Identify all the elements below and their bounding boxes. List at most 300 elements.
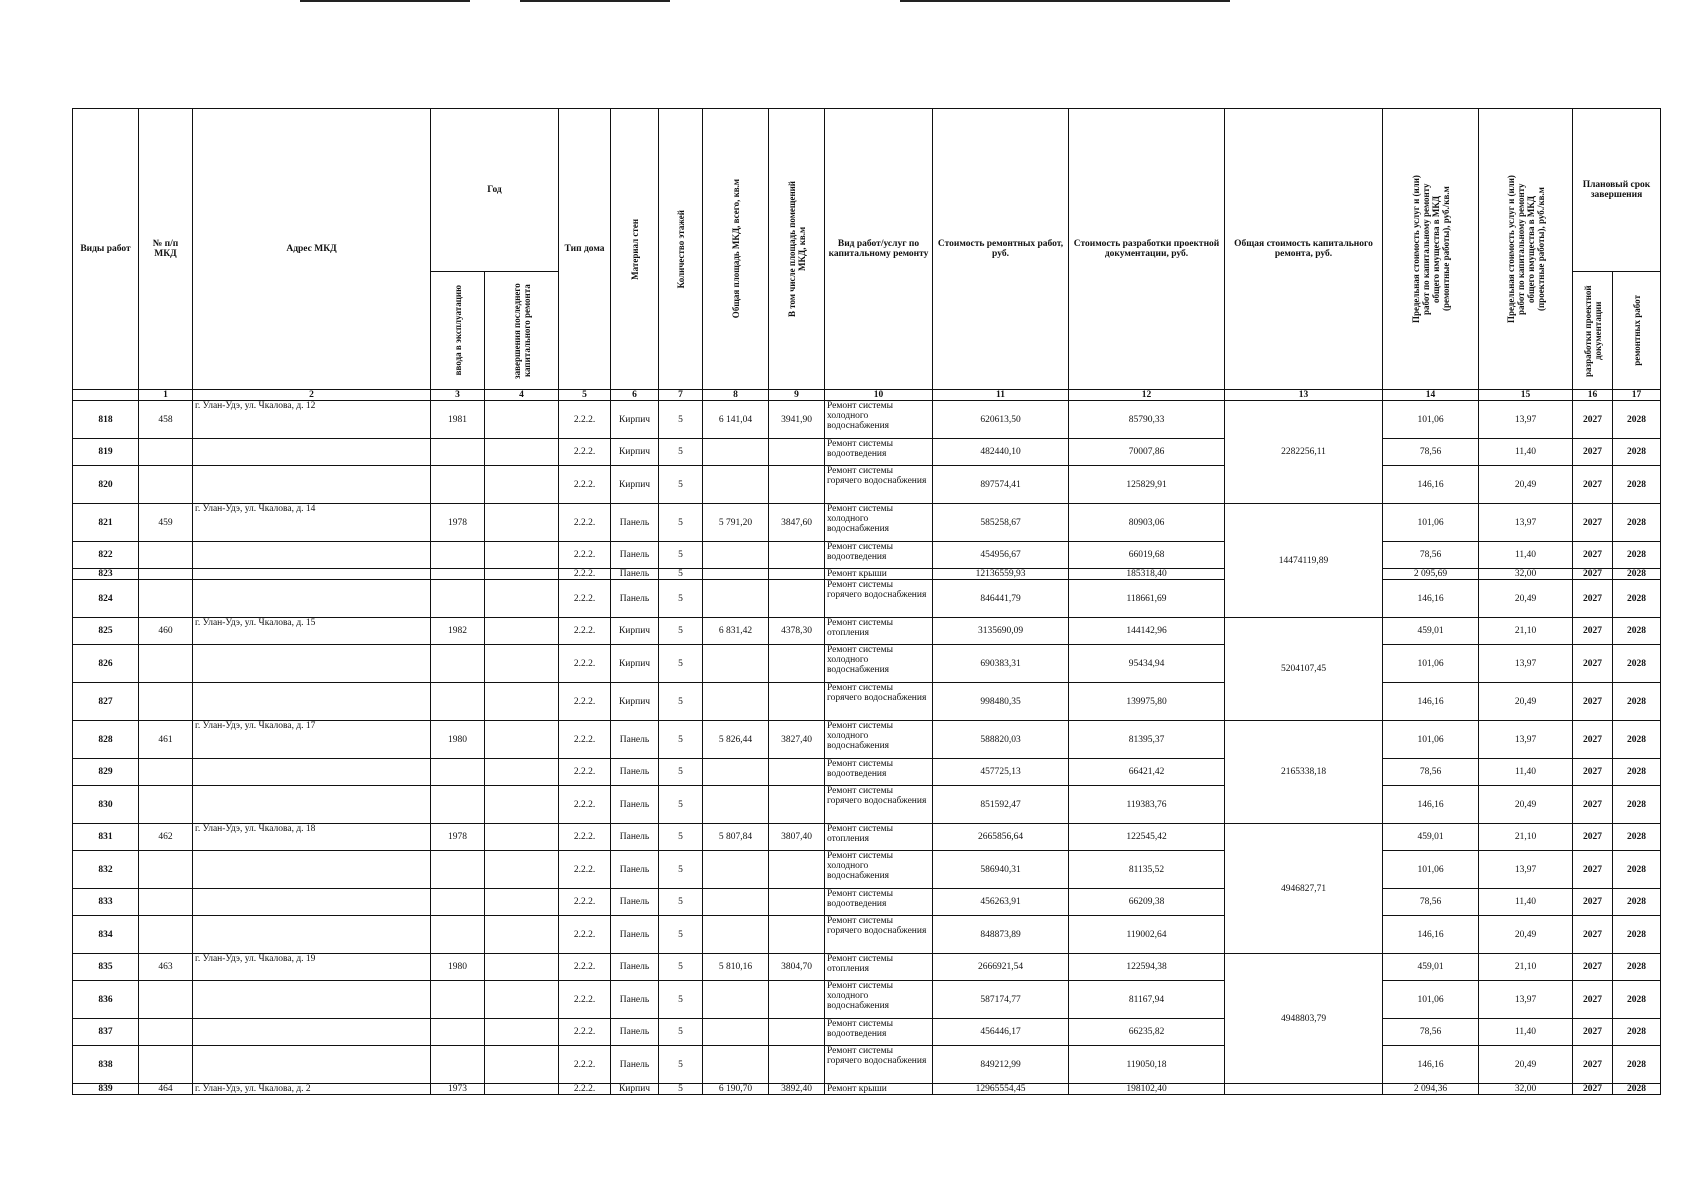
header-total-cost: Общая стоимость капитального ремонта, руб. — [1225, 109, 1383, 390]
repair-cost-cell: 457725,13 — [933, 759, 1069, 786]
design-cost-cell: 122594,38 — [1069, 954, 1225, 981]
work-type-cell: Ремонт системы отопления — [825, 824, 933, 851]
work-type-cell: Ремонт системы отопления — [825, 954, 933, 981]
column-number: 13 — [1225, 390, 1383, 401]
premises-area-cell — [769, 786, 825, 824]
premises-area-cell — [769, 916, 825, 954]
repair-date-cell: 2028 — [1613, 759, 1661, 786]
premises-area-cell: 3941,90 — [769, 401, 825, 439]
table-row — [73, 851, 1661, 889]
column-number: 6 — [611, 390, 659, 401]
repair-cost-cell: 12136559,93 — [933, 569, 1069, 580]
commission-year-cell — [431, 759, 485, 786]
design-cost-cell: 122545,42 — [1069, 824, 1225, 851]
premises-area-cell: 4378,30 — [769, 618, 825, 645]
column-number: 9 — [769, 390, 825, 401]
work-type-cell: Ремонт системы холодного водоснабжения — [825, 401, 933, 439]
house-type-cell: 2.2.2. — [559, 580, 611, 618]
last-repair-year-cell — [485, 824, 559, 851]
mkd-number-cell — [139, 580, 193, 618]
total-area-cell: 6 141,04 — [703, 401, 769, 439]
total-area-cell — [703, 645, 769, 683]
repair-date-cell: 2028 — [1613, 542, 1661, 569]
house-type-cell: 2.2.2. — [559, 954, 611, 981]
column-number: 17 — [1613, 390, 1661, 401]
mkd-number-cell: 459 — [139, 504, 193, 542]
wall-material-cell: Панель — [611, 851, 659, 889]
scan-edge-line — [900, 0, 1230, 2]
work-kind-cell: 818 — [73, 401, 139, 439]
commission-year-cell — [431, 1046, 485, 1084]
work-type-cell: Ремонт крыши — [825, 569, 933, 580]
address-cell — [193, 1019, 431, 1046]
address-cell — [193, 683, 431, 721]
design-cost-cell: 144142,96 — [1069, 618, 1225, 645]
column-number: 8 — [703, 390, 769, 401]
house-type-cell: 2.2.2. — [559, 645, 611, 683]
table-row — [73, 1084, 1661, 1095]
header-wall-material: Материал стен — [611, 109, 659, 390]
total-area-cell: 6 190,70 — [703, 1084, 769, 1095]
work-kind-cell: 827 — [73, 683, 139, 721]
design-cost-cell: 66209,38 — [1069, 889, 1225, 916]
mkd-number-cell — [139, 981, 193, 1019]
repair-cost-cell: 588820,03 — [933, 721, 1069, 759]
capital-repair-table-sheet — [72, 108, 1661, 1095]
last-repair-year-cell — [485, 618, 559, 645]
premises-area-cell: 3807,40 — [769, 824, 825, 851]
address-cell — [193, 645, 431, 683]
work-type-cell: Ремонт системы отопления — [825, 618, 933, 645]
commission-year-cell — [431, 466, 485, 504]
design-cost-cell: 139975,80 — [1069, 683, 1225, 721]
house-type-cell: 2.2.2. — [559, 851, 611, 889]
design-date-cell: 2027 — [1573, 439, 1613, 466]
table-row — [73, 645, 1661, 683]
repair-date-cell: 2028 — [1613, 1084, 1661, 1095]
design-date-cell: 2027 — [1573, 889, 1613, 916]
commission-year-cell: 1981 — [431, 401, 485, 439]
design-date-cell: 2027 — [1573, 721, 1613, 759]
limit-design-cell: 11,40 — [1479, 1019, 1573, 1046]
work-type-cell: Ремонт системы водоотведения — [825, 759, 933, 786]
wall-material-cell: Панель — [611, 916, 659, 954]
work-type-cell: Ремонт системы холодного водоснабжения — [825, 645, 933, 683]
column-number: 12 — [1069, 390, 1225, 401]
address-cell: г. Улан-Удэ, ул. Чкалова, д. 15 — [193, 618, 431, 645]
limit-design-cell: 11,40 — [1479, 759, 1573, 786]
total-cost-cell: 5204107,45 — [1225, 618, 1383, 721]
floors-cell: 5 — [659, 618, 703, 645]
work-type-cell: Ремонт системы водоотведения — [825, 1019, 933, 1046]
house-type-cell: 2.2.2. — [559, 401, 611, 439]
work-kind-cell: 820 — [73, 466, 139, 504]
work-type-cell: Ремонт системы водоотведения — [825, 439, 933, 466]
column-number: 7 — [659, 390, 703, 401]
design-cost-cell: 198102,40 — [1069, 1084, 1225, 1095]
address-cell — [193, 580, 431, 618]
mkd-number-cell: 458 — [139, 401, 193, 439]
limit-design-cell: 32,00 — [1479, 569, 1573, 580]
premises-area-cell — [769, 1019, 825, 1046]
scan-edge-line — [300, 0, 470, 2]
total-area-cell — [703, 569, 769, 580]
last-repair-year-cell — [485, 1046, 559, 1084]
repair-cost-cell: 2665856,64 — [933, 824, 1069, 851]
design-date-cell: 2027 — [1573, 981, 1613, 1019]
house-type-cell: 2.2.2. — [559, 542, 611, 569]
floors-cell: 5 — [659, 721, 703, 759]
last-repair-year-cell — [485, 889, 559, 916]
limit-design-cell: 13,97 — [1479, 721, 1573, 759]
mkd-number-cell — [139, 916, 193, 954]
work-kind-cell: 823 — [73, 569, 139, 580]
house-type-cell: 2.2.2. — [559, 466, 611, 504]
work-kind-cell: 828 — [73, 721, 139, 759]
column-number: 2 — [193, 390, 431, 401]
work-kind-cell: 829 — [73, 759, 139, 786]
design-cost-cell: 119050,18 — [1069, 1046, 1225, 1084]
total-area-cell: 5 810,16 — [703, 954, 769, 981]
total-area-cell: 6 831,42 — [703, 618, 769, 645]
limit-design-cell: 20,49 — [1479, 466, 1573, 504]
header-planned-date: Плановый срок завершения — [1573, 109, 1661, 272]
limit-design-cell: 13,97 — [1479, 401, 1573, 439]
mkd-number-cell — [139, 889, 193, 916]
work-kind-cell: 819 — [73, 439, 139, 466]
limit-repair-cell: 101,06 — [1383, 645, 1479, 683]
floors-cell: 5 — [659, 759, 703, 786]
header-total-area: Общая площадь МКД, всего, кв.м — [703, 109, 769, 390]
commission-year-cell: 1978 — [431, 824, 485, 851]
limit-repair-cell: 101,06 — [1383, 981, 1479, 1019]
header-repair-cost: Стоимость ремонтных работ, руб. — [933, 109, 1069, 390]
total-area-cell — [703, 916, 769, 954]
commission-year-cell: 1982 — [431, 618, 485, 645]
header-year-commissioning: ввода в эксплуатацию — [431, 272, 485, 390]
repair-cost-cell: 454956,67 — [933, 542, 1069, 569]
header-work-kind: Виды работ — [73, 109, 139, 390]
repair-date-cell: 2028 — [1613, 618, 1661, 645]
repair-cost-cell: 585258,67 — [933, 504, 1069, 542]
design-cost-cell: 118661,69 — [1069, 580, 1225, 618]
floors-cell: 5 — [659, 439, 703, 466]
limit-repair-cell: 2 095,69 — [1383, 569, 1479, 580]
wall-material-cell: Кирпич — [611, 401, 659, 439]
last-repair-year-cell — [485, 759, 559, 786]
limit-design-cell: 11,40 — [1479, 542, 1573, 569]
house-type-cell: 2.2.2. — [559, 1084, 611, 1095]
limit-repair-cell: 146,16 — [1383, 786, 1479, 824]
repair-cost-cell: 849212,99 — [933, 1046, 1069, 1084]
limit-design-cell: 20,49 — [1479, 1046, 1573, 1084]
design-date-cell: 2027 — [1573, 916, 1613, 954]
repair-cost-cell: 848873,89 — [933, 916, 1069, 954]
house-type-cell: 2.2.2. — [559, 981, 611, 1019]
house-type-cell: 2.2.2. — [559, 916, 611, 954]
column-number — [73, 390, 139, 401]
floors-cell: 5 — [659, 1084, 703, 1095]
mkd-number-cell — [139, 542, 193, 569]
limit-repair-cell: 146,16 — [1383, 466, 1479, 504]
commission-year-cell — [431, 1019, 485, 1046]
header-premises-area: В том числе площадь помещений МКД, кв.м — [769, 109, 825, 390]
limit-repair-cell: 101,06 — [1383, 504, 1479, 542]
total-area-cell: 5 807,84 — [703, 824, 769, 851]
house-type-cell: 2.2.2. — [559, 618, 611, 645]
repair-cost-cell: 587174,77 — [933, 981, 1069, 1019]
repair-date-cell: 2028 — [1613, 786, 1661, 824]
last-repair-year-cell — [485, 401, 559, 439]
design-date-cell: 2027 — [1573, 824, 1613, 851]
commission-year-cell — [431, 981, 485, 1019]
wall-material-cell: Панель — [611, 759, 659, 786]
mkd-number-cell — [139, 645, 193, 683]
column-number: 15 — [1479, 390, 1573, 401]
commission-year-cell — [431, 542, 485, 569]
repair-date-cell: 2028 — [1613, 580, 1661, 618]
premises-area-cell — [769, 889, 825, 916]
premises-area-cell: 3827,40 — [769, 721, 825, 759]
table-row — [73, 954, 1661, 981]
column-number: 14 — [1383, 390, 1479, 401]
header-date-repair: ремонтных работ — [1613, 272, 1661, 390]
last-repair-year-cell — [485, 504, 559, 542]
repair-cost-cell: 690383,31 — [933, 645, 1069, 683]
header-work-type: Вид работ/услуг по капитальному ремонту — [825, 109, 933, 390]
work-type-cell: Ремонт системы холодного водоснабжения — [825, 721, 933, 759]
house-type-cell: 2.2.2. — [559, 786, 611, 824]
total-cost-cell: 2282256,11 — [1225, 401, 1383, 504]
commission-year-cell: 1978 — [431, 504, 485, 542]
table-row — [73, 580, 1661, 618]
repair-date-cell: 2028 — [1613, 889, 1661, 916]
design-date-cell: 2027 — [1573, 569, 1613, 580]
design-date-cell: 2027 — [1573, 401, 1613, 439]
last-repair-year-cell — [485, 916, 559, 954]
scan-edge-line — [520, 0, 670, 2]
design-cost-cell: 119002,64 — [1069, 916, 1225, 954]
commission-year-cell — [431, 569, 485, 580]
last-repair-year-cell — [485, 1084, 559, 1095]
address-cell — [193, 542, 431, 569]
limit-repair-cell: 78,56 — [1383, 439, 1479, 466]
floors-cell: 5 — [659, 401, 703, 439]
limit-design-cell: 13,97 — [1479, 981, 1573, 1019]
table-row — [73, 1046, 1661, 1084]
wall-material-cell: Панель — [611, 504, 659, 542]
column-number: 16 — [1573, 390, 1613, 401]
address-cell: г. Улан-Удэ, ул. Чкалова, д. 18 — [193, 824, 431, 851]
commission-year-cell — [431, 889, 485, 916]
total-area-cell — [703, 466, 769, 504]
total-area-cell — [703, 889, 769, 916]
commission-year-cell — [431, 851, 485, 889]
repair-cost-cell: 620613,50 — [933, 401, 1069, 439]
floors-cell: 5 — [659, 824, 703, 851]
premises-area-cell — [769, 569, 825, 580]
column-number: 1 — [139, 390, 193, 401]
work-kind-cell: 831 — [73, 824, 139, 851]
wall-material-cell: Панель — [611, 721, 659, 759]
header-year: Год — [431, 109, 559, 272]
design-date-cell: 2027 — [1573, 851, 1613, 889]
design-date-cell: 2027 — [1573, 1019, 1613, 1046]
capital-repair-table — [72, 108, 1661, 1095]
limit-design-cell: 32,00 — [1479, 1084, 1573, 1095]
limit-design-cell: 13,97 — [1479, 645, 1573, 683]
address-cell — [193, 439, 431, 466]
work-kind-cell: 833 — [73, 889, 139, 916]
table-row — [73, 981, 1661, 1019]
last-repair-year-cell — [485, 439, 559, 466]
work-type-cell: Ремонт системы холодного водоснабжения — [825, 504, 933, 542]
repair-cost-cell: 586940,31 — [933, 851, 1069, 889]
wall-material-cell: Панель — [611, 542, 659, 569]
wall-material-cell: Кирпич — [611, 618, 659, 645]
premises-area-cell — [769, 1046, 825, 1084]
work-kind-cell: 836 — [73, 981, 139, 1019]
limit-repair-cell: 101,06 — [1383, 721, 1479, 759]
design-date-cell: 2027 — [1573, 580, 1613, 618]
wall-material-cell: Панель — [611, 889, 659, 916]
limit-repair-cell: 78,56 — [1383, 1019, 1479, 1046]
mkd-number-cell — [139, 851, 193, 889]
floors-cell: 5 — [659, 542, 703, 569]
limit-repair-cell: 146,16 — [1383, 916, 1479, 954]
repair-date-cell: 2028 — [1613, 504, 1661, 542]
house-type-cell: 2.2.2. — [559, 824, 611, 851]
design-date-cell: 2027 — [1573, 645, 1613, 683]
address-cell: г. Улан-Удэ, ул. Чкалова, д. 14 — [193, 504, 431, 542]
mkd-number-cell — [139, 759, 193, 786]
work-kind-cell: 834 — [73, 916, 139, 954]
house-type-cell: 2.2.2. — [559, 1019, 611, 1046]
total-area-cell — [703, 786, 769, 824]
design-cost-cell: 70007,86 — [1069, 439, 1225, 466]
premises-area-cell: 3804,70 — [769, 954, 825, 981]
column-number: 3 — [431, 390, 485, 401]
total-area-cell — [703, 1019, 769, 1046]
last-repair-year-cell — [485, 645, 559, 683]
floors-cell: 5 — [659, 504, 703, 542]
limit-design-cell: 20,49 — [1479, 580, 1573, 618]
design-date-cell: 2027 — [1573, 1084, 1613, 1095]
address-cell: г. Улан-Удэ, ул. Чкалова, д. 19 — [193, 954, 431, 981]
mkd-number-cell — [139, 683, 193, 721]
premises-area-cell — [769, 981, 825, 1019]
repair-cost-cell: 12965554,45 — [933, 1084, 1069, 1095]
total-area-cell: 5 826,44 — [703, 721, 769, 759]
work-kind-cell: 826 — [73, 645, 139, 683]
address-cell — [193, 851, 431, 889]
total-cost-cell: 2165338,18 — [1225, 721, 1383, 824]
wall-material-cell: Панель — [611, 1046, 659, 1084]
floors-cell: 5 — [659, 1019, 703, 1046]
design-cost-cell: 66235,82 — [1069, 1019, 1225, 1046]
table-row — [73, 618, 1661, 645]
mkd-number-cell: 461 — [139, 721, 193, 759]
design-date-cell: 2027 — [1573, 786, 1613, 824]
floors-cell: 5 — [659, 981, 703, 1019]
floors-cell: 5 — [659, 1046, 703, 1084]
design-date-cell: 2027 — [1573, 954, 1613, 981]
house-type-cell: 2.2.2. — [559, 889, 611, 916]
wall-material-cell: Панель — [611, 824, 659, 851]
address-cell — [193, 889, 431, 916]
work-type-cell: Ремонт системы холодного водоснабжения — [825, 851, 933, 889]
design-cost-cell: 185318,40 — [1069, 569, 1225, 580]
header-limit-repair: Предельная стоимость услуг и (или) работ по капитальному ремонту общего имущества в МКД (ремонтные работы), руб./кв.м — [1383, 109, 1479, 390]
mkd-number-cell — [139, 1046, 193, 1084]
address-cell — [193, 981, 431, 1019]
table-row — [73, 721, 1661, 759]
table-row — [73, 542, 1661, 569]
table-row — [73, 889, 1661, 916]
floors-cell: 5 — [659, 954, 703, 981]
table-row — [73, 439, 1661, 466]
wall-material-cell: Кирпич — [611, 645, 659, 683]
header-year-last-repair: завершения последнего капитального ремонта — [485, 272, 559, 390]
last-repair-year-cell — [485, 580, 559, 618]
design-cost-cell: 95434,94 — [1069, 645, 1225, 683]
design-cost-cell: 66421,42 — [1069, 759, 1225, 786]
premises-area-cell: 3847,60 — [769, 504, 825, 542]
limit-repair-cell: 459,01 — [1383, 954, 1479, 981]
work-type-cell: Ремонт системы горячего водоснабжения — [825, 466, 933, 504]
premises-area-cell — [769, 851, 825, 889]
floors-cell: 5 — [659, 645, 703, 683]
table-row — [73, 786, 1661, 824]
mkd-number-cell — [139, 786, 193, 824]
limit-design-cell: 20,49 — [1479, 916, 1573, 954]
commission-year-cell — [431, 439, 485, 466]
limit-repair-cell: 2 094,36 — [1383, 1084, 1479, 1095]
premises-area-cell — [769, 683, 825, 721]
wall-material-cell: Панель — [611, 954, 659, 981]
work-type-cell: Ремонт системы горячего водоснабжения — [825, 683, 933, 721]
repair-cost-cell: 456446,17 — [933, 1019, 1069, 1046]
work-kind-cell: 830 — [73, 786, 139, 824]
total-cost-cell: 14474119,89 — [1225, 504, 1383, 618]
work-kind-cell: 821 — [73, 504, 139, 542]
limit-repair-cell: 101,06 — [1383, 851, 1479, 889]
work-kind-cell: 835 — [73, 954, 139, 981]
repair-cost-cell: 851592,47 — [933, 786, 1069, 824]
work-kind-cell: 839 — [73, 1084, 139, 1095]
repair-date-cell: 2028 — [1613, 466, 1661, 504]
limit-repair-cell: 78,56 — [1383, 542, 1479, 569]
house-type-cell: 2.2.2. — [559, 759, 611, 786]
floors-cell: 5 — [659, 916, 703, 954]
limit-repair-cell: 459,01 — [1383, 824, 1479, 851]
commission-year-cell: 1973 — [431, 1084, 485, 1095]
repair-date-cell: 2028 — [1613, 439, 1661, 466]
table-row — [73, 759, 1661, 786]
wall-material-cell: Кирпич — [611, 1084, 659, 1095]
floors-cell: 5 — [659, 786, 703, 824]
work-type-cell: Ремонт системы водоотведения — [825, 889, 933, 916]
last-repair-year-cell — [485, 569, 559, 580]
address-cell — [193, 466, 431, 504]
address-cell — [193, 916, 431, 954]
commission-year-cell — [431, 683, 485, 721]
column-number: 4 — [485, 390, 559, 401]
floors-cell: 5 — [659, 851, 703, 889]
limit-design-cell: 11,40 — [1479, 439, 1573, 466]
house-type-cell: 2.2.2. — [559, 683, 611, 721]
premises-area-cell — [769, 759, 825, 786]
